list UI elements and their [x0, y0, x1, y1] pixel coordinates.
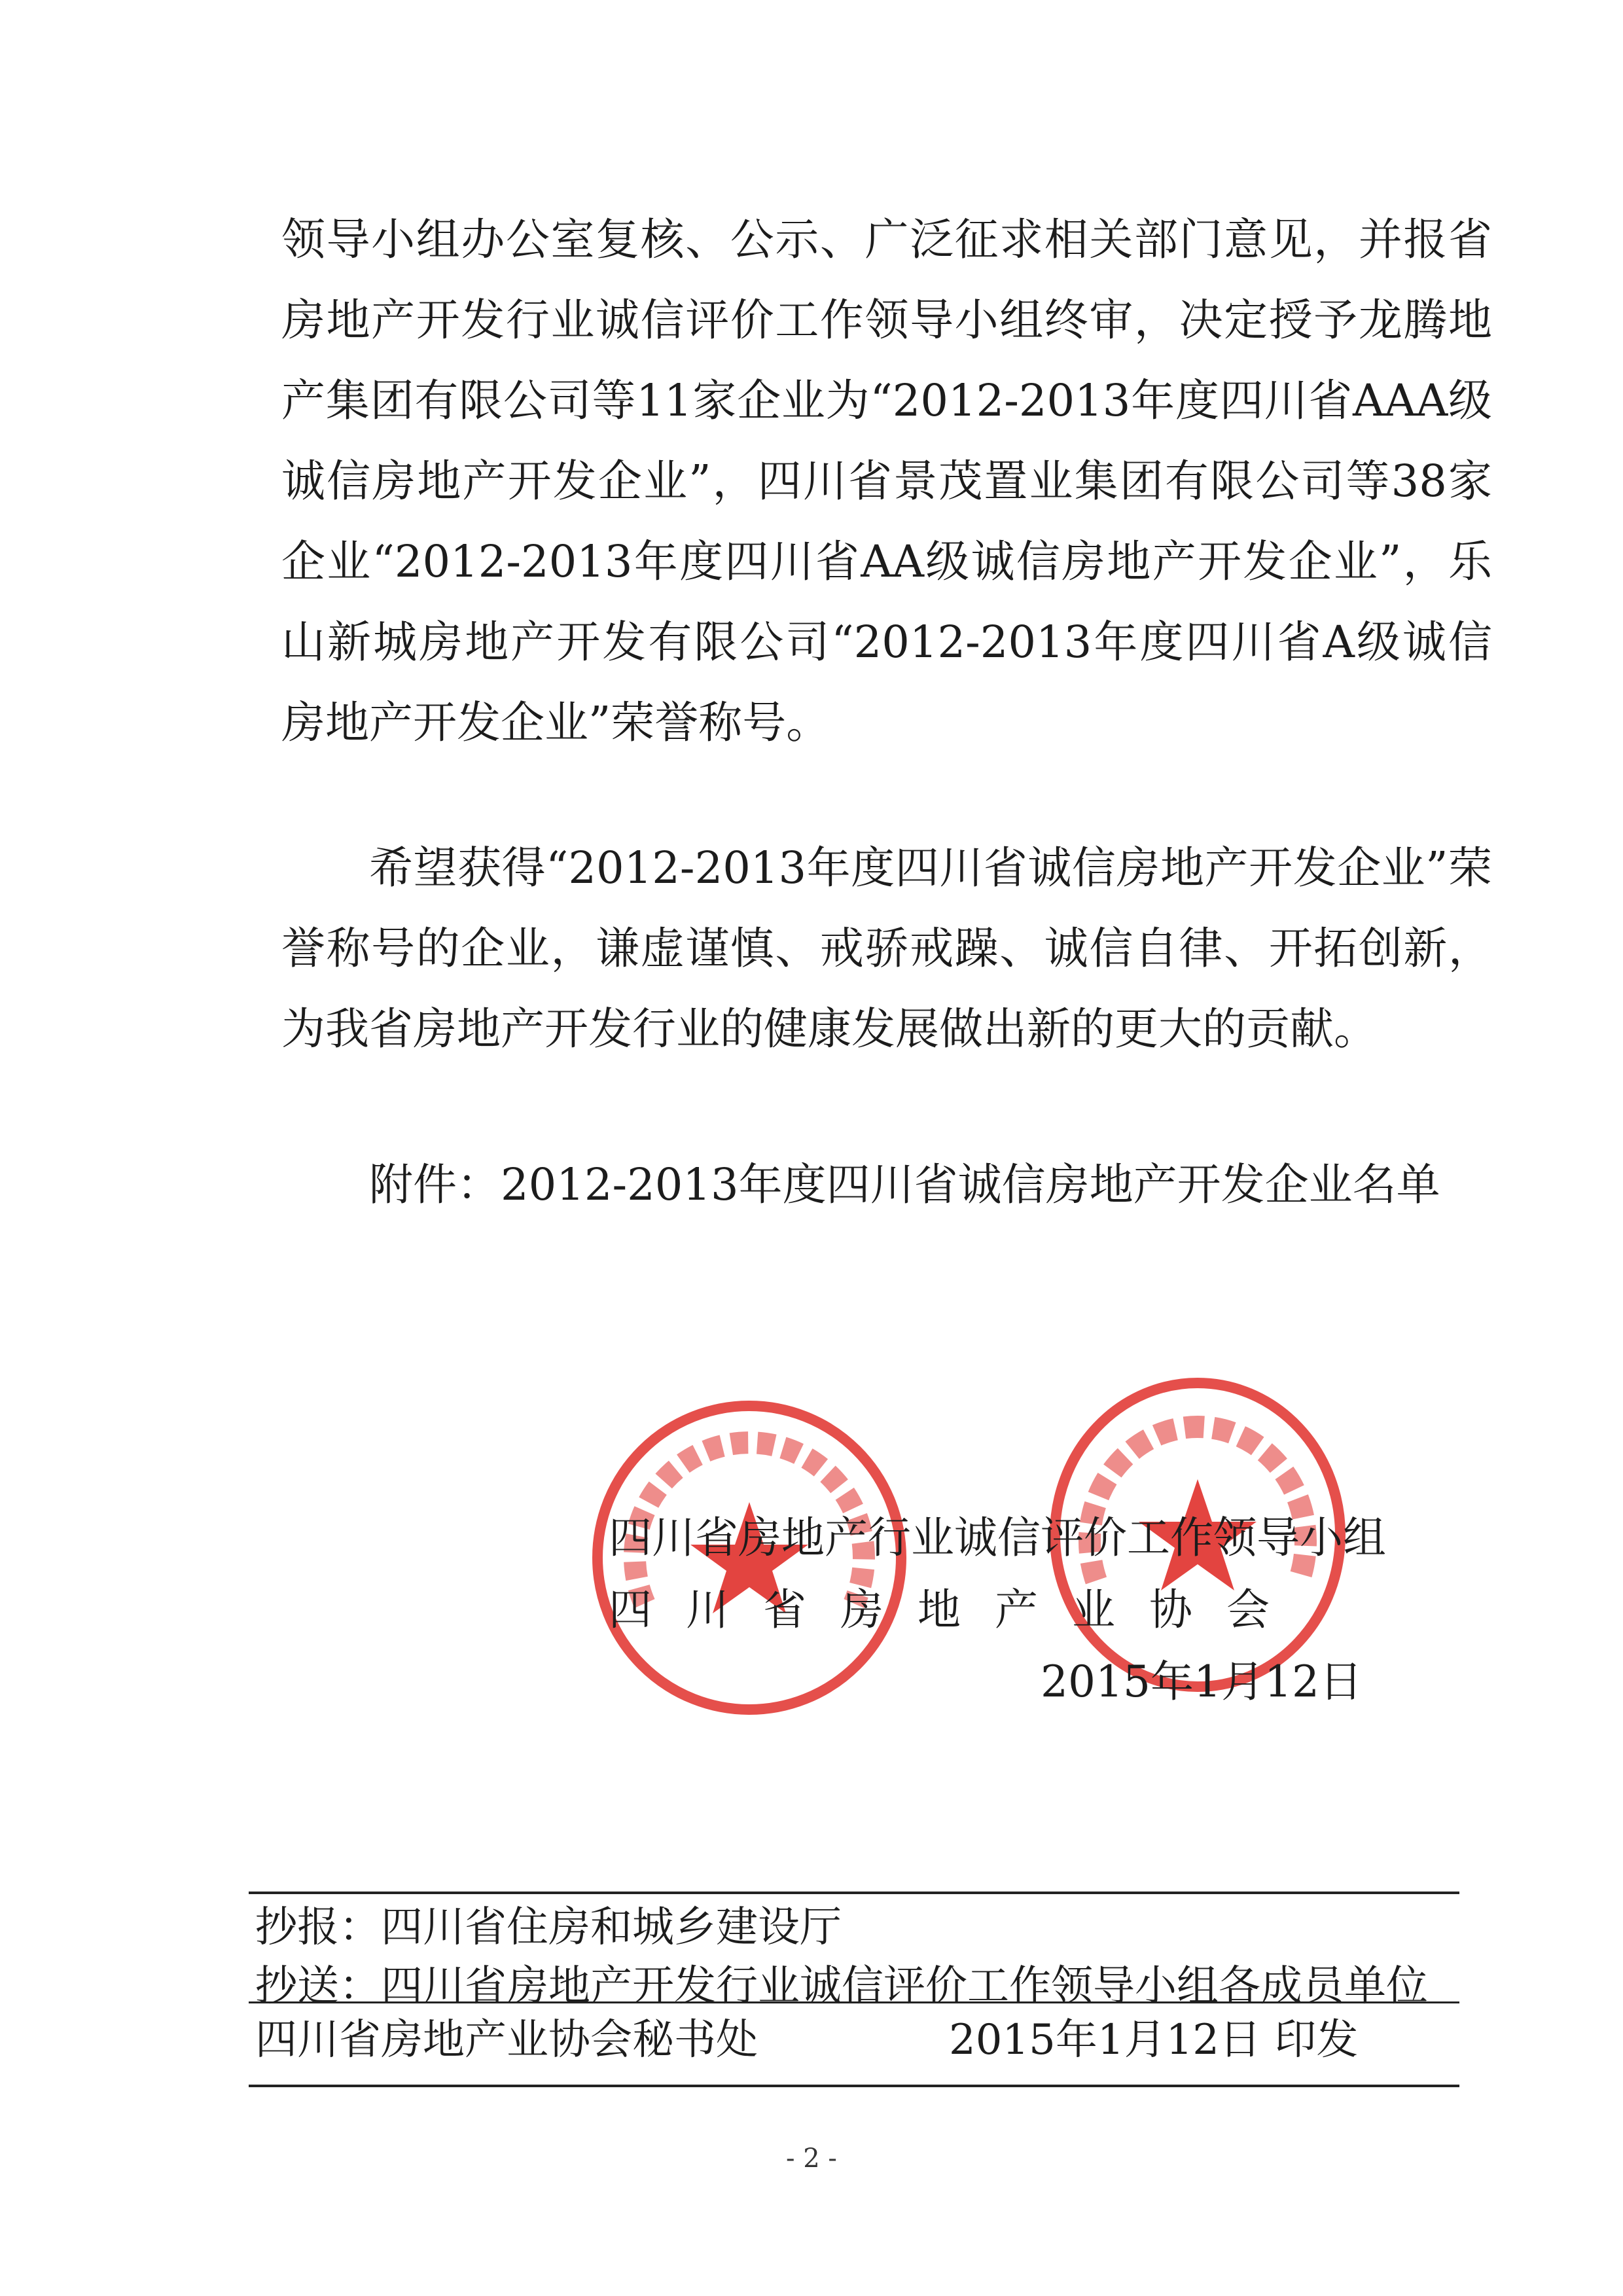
cc-report-line: 抄报：四川省住房和城乡建设厅: [255, 1903, 842, 1952]
issuer: 四川省房地产业协会秘书处: [255, 2016, 758, 2064]
body-paragraph-1: 领导小组办公室复核、公示、广泛征求相关部门意见，并报省房地产开发行业诚信评价工作领导小组终审，决定授予龙腾地产集团有限公司等11家企业为“2012-2013年度四川省AAA级诚信房地产开发企业”，四川省景茂置业集团有限公司等38家企业“2012-2013年度四川省AA级诚信房地产开发企业”，乐山新城房地产开发有限公司“2012-2013年度四川省A级诚信房地产开发企业”荣誉称号。: [281, 214, 1492, 748]
issue-date: 2015年1月12日 印发: [949, 2016, 1359, 2064]
body-paragraph-2: 希望获得“2012-2013年度四川省诚信房地产开发企业”荣誉称号的企业，谦虚谨慎、戒骄戒躁、诚信自律、开拓创新，为我省房地产开发行业的健康发展做出新的更大的贡献。: [281, 842, 1492, 1054]
attachment-line: 附件：2012-2013年度四川省诚信房地产开发企业名单: [369, 1159, 1440, 1210]
divider-bottom: [249, 2085, 1459, 2087]
divider-top: [249, 1892, 1459, 1894]
page-number: - 2 -: [786, 2144, 837, 2174]
signatory-2: 四川省房地产业协会: [609, 1585, 1304, 1635]
signatory-1: 四川省房地产行业诚信评价工作领导小组: [609, 1513, 1386, 1563]
signature-date: 2015年1月12日: [1041, 1657, 1363, 1707]
cc-send-line: 抄送：四川省房地产开发行业诚信评价工作领导小组各成员单位: [255, 1962, 1428, 2011]
divider-middle: [249, 2001, 1459, 2003]
